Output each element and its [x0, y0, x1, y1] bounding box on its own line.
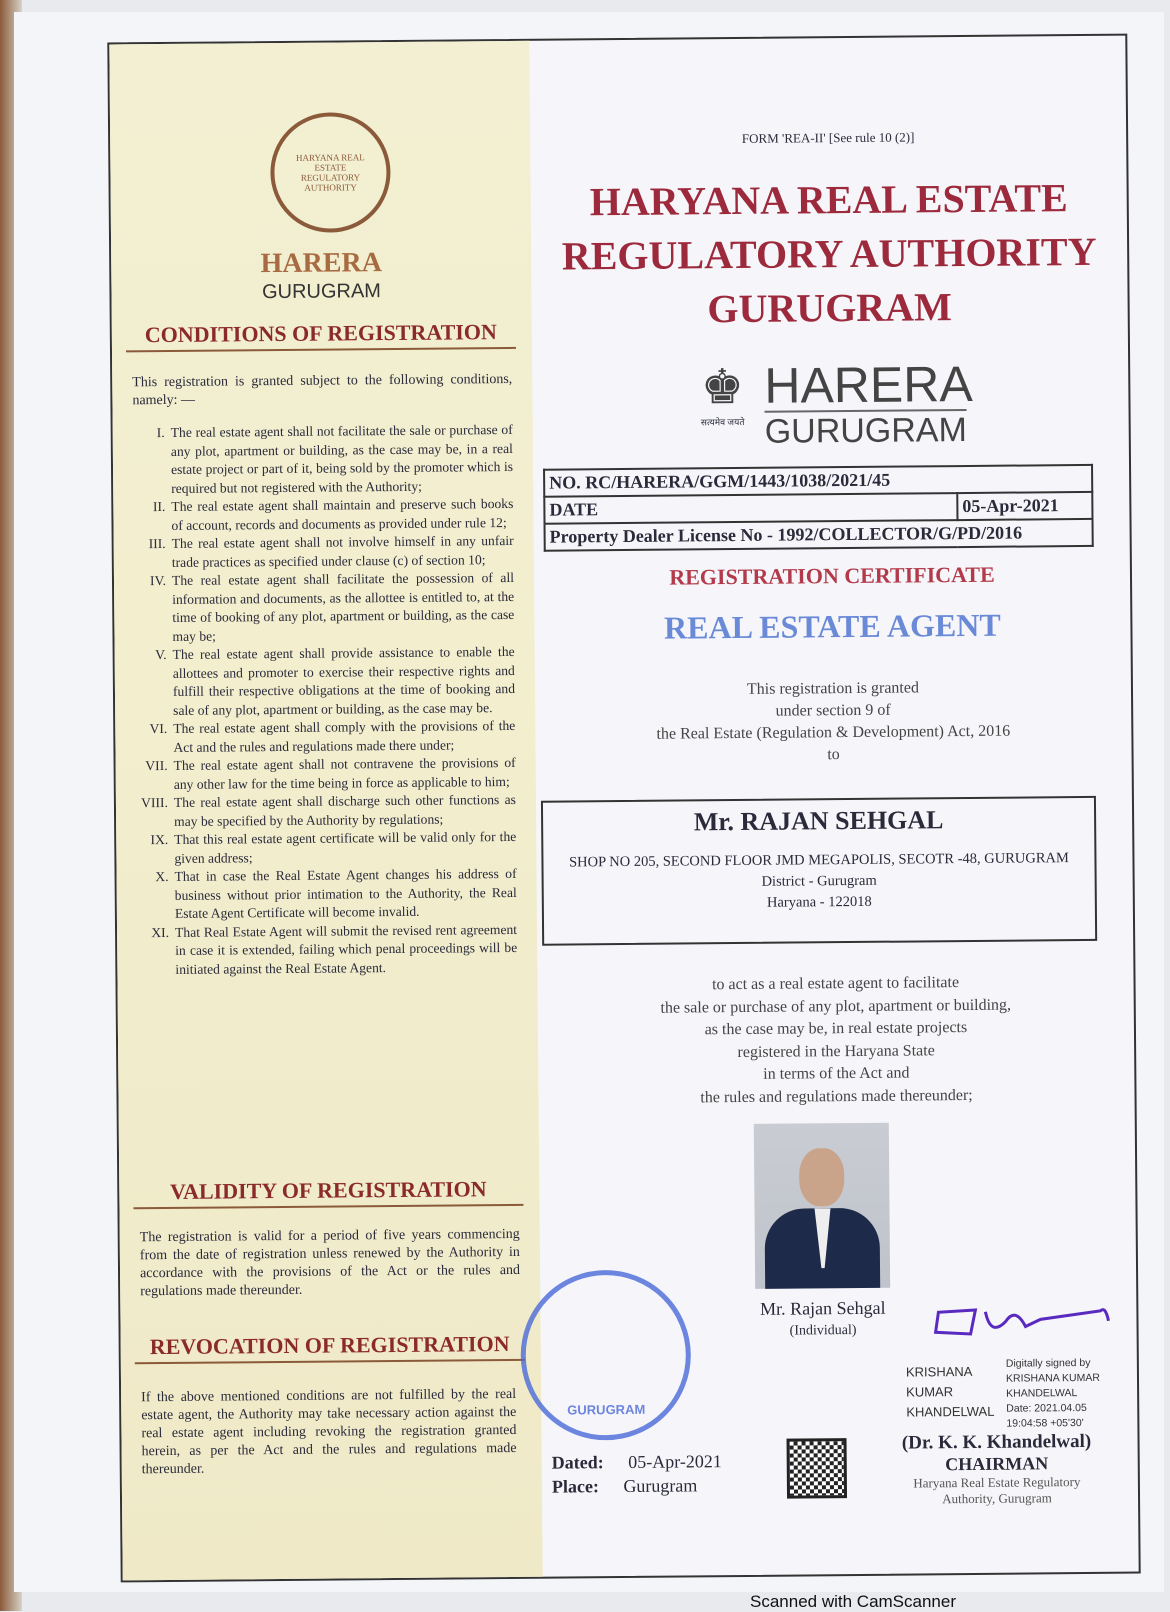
- condition-item: [135, 717, 515, 757]
- condition-number: IX.: [150, 831, 169, 848]
- revocation-title: REVOCATION OF REGISTRATION: [135, 1331, 525, 1364]
- condition-number: IV.: [149, 572, 167, 589]
- date-label: DATE: [544, 493, 957, 524]
- photo-name: Mr. Rajan Sehgal: [760, 1297, 886, 1319]
- conditions-list: [133, 421, 518, 979]
- condition-text: The real estate agent shall facilitate the possession of all information and documents, as the allottee is entitled to, at the time of booking of any plot, apartment or building, as the case may be;: [171, 569, 515, 644]
- digital-sig-line: KHANDELWAL: [1006, 1387, 1078, 1400]
- emblem-motto: सत्यमेव जयते: [700, 416, 745, 428]
- chairman-block: [851, 1431, 1142, 1509]
- grantee-box: [541, 796, 1097, 946]
- signature: [930, 1301, 1110, 1343]
- certificate: [107, 34, 1140, 1583]
- form-reference: FORM 'REA-II' [See rule 10 (2)]: [741, 129, 915, 146]
- authority-seal: [520, 1269, 691, 1440]
- condition-text: The real estate agent shall not contravene the provisions of any other law for the time being in force as applicable to him;: [173, 754, 516, 792]
- certificate-type: REGISTRATION CERTIFICATE: [669, 561, 995, 590]
- condition-item: [133, 495, 513, 535]
- condition-text: The real estate agent shall comply with the provisions of the Act and the rules and regulations made there under;: [173, 717, 516, 755]
- conditions-panel: [109, 41, 542, 1581]
- digital-signature-info: [1006, 1356, 1101, 1432]
- digital-sig-line: 19:04:58 +05'30': [1006, 1417, 1084, 1430]
- address-line: District - Gurugram: [761, 872, 877, 890]
- condition-text: The real estate agent shall not facilitate the sale or purchase of any plot, apartment or building, as the case may be, in a real estate project or part of it, being sold by the promoter which is required but not registered with the Authority;: [170, 421, 514, 496]
- title-line-2: REGULATORY AUTHORITY: [561, 228, 1097, 279]
- grantee-name: Mr. RAJAN SEHGAL: [693, 805, 944, 837]
- condition-number: III.: [148, 535, 166, 552]
- dated-value: 05-Apr-2021: [628, 1451, 722, 1472]
- condition-item: [137, 920, 517, 979]
- license-number: Property Dealer License No - 1992/COLLECTOR/G/PD/2016: [545, 519, 1093, 551]
- granted-line: This registration is granted: [746, 679, 920, 698]
- title-line-1: HARYANA REAL ESTATE: [589, 175, 1068, 225]
- condition-text: The real estate agent shall maintain and preserve such books of account, records and documents as provided under rule 12;: [171, 495, 514, 533]
- certificate-body: [529, 36, 1138, 1577]
- purpose-text: [537, 971, 1134, 1111]
- place-label: Place:: [551, 1476, 599, 1497]
- dated-label: Dated:: [551, 1452, 604, 1473]
- purpose-line: to act as a real estate agent to facilitate: [711, 974, 960, 994]
- condition-item: [136, 828, 516, 868]
- validity-text: The registration is valid for a period of five years commencing from the date of registration unless renewed by the Authority in accordance with the provisions of the Act or the rules and regulations made thereunder.: [139, 1226, 521, 1300]
- qr-code: [787, 1438, 848, 1499]
- condition-item: [137, 865, 517, 924]
- condition-number: V.: [155, 646, 167, 663]
- condition-text: The real estate agent shall not involve himself in any unfair trade practices as specified under clause (c) of section 10;: [171, 532, 514, 570]
- certificate-subject: REAL ESTATE AGENT: [663, 606, 1001, 646]
- condition-number: VI.: [149, 720, 168, 737]
- validity-title: VALIDITY OF REGISTRATION: [133, 1176, 523, 1209]
- authority-line: Haryana Real Estate Regulatory: [913, 1474, 1081, 1491]
- conditions-title: CONDITIONS OF REGISTRATION: [126, 319, 516, 352]
- revocation-text: If the above mentioned conditions are not fulfilled by the real estate agent, the Authority may take necessary action against the real estate agent including revoking the registration granted herein, as per the Act and the rules and regulations made thereunder.: [141, 1386, 517, 1478]
- condition-text: That Real Estate Agent will submit the revised rent agreement in case it is extended, failing which penal proceedings will be initiated against the Real Estate Agent.: [174, 921, 518, 977]
- digital-sig-line: Date: 2021.04.05: [1006, 1401, 1087, 1415]
- granted-text: [535, 676, 1132, 769]
- chairman-title: CHAIRMAN: [945, 1453, 1049, 1475]
- dated-place: [552, 1449, 723, 1498]
- address-line: SHOP NO 205, SECOND FLOOR JMD MEGAPOLIS, SECOTR -48, GURUGRAM: [569, 850, 1069, 871]
- condition-number: X.: [155, 868, 169, 885]
- registration-details-table: [543, 464, 1094, 552]
- signer-line: KHANDELWAL: [906, 1403, 995, 1420]
- conditions-intro: This registration is granted subject to the following conditions, namely: —: [132, 371, 513, 409]
- purpose-line: the sale or purchase of any plot, apartment or building,: [660, 996, 1012, 1017]
- condition-number: II.: [152, 498, 166, 515]
- condition-number: VII.: [145, 757, 168, 774]
- digital-sig-line: Digitally signed by: [1005, 1356, 1091, 1370]
- condition-item: [136, 791, 516, 831]
- condition-text: That in case the Real Estate Agent changes his address of business without prior intimation to the Authority, the Real Estate Agent Certificate will become invalid.: [174, 865, 517, 921]
- scanned-page: [14, 12, 1164, 1592]
- condition-number: I.: [156, 424, 165, 441]
- condition-number: XI.: [151, 924, 170, 940]
- signer-line: KUMAR: [906, 1384, 954, 1400]
- date-value: 05-Apr-2021: [957, 492, 1092, 520]
- condition-item: [134, 532, 514, 572]
- title-line-3: GURUGRAM: [707, 284, 953, 332]
- logo-seal-text: HARYANA REAL ESTATE REGULATORY AUTHORITY: [295, 152, 365, 193]
- condition-text: That this real estate agent certificate will be valid only for the given address;: [174, 828, 517, 866]
- granted-line: under section 9 of: [775, 701, 891, 720]
- condition-number: VIII.: [141, 794, 168, 811]
- place-value: Gurugram: [623, 1475, 698, 1497]
- condition-item: [133, 421, 514, 498]
- purpose-line: the rules and regulations made thereunder;: [700, 1086, 973, 1106]
- registration-number: NO. RC/HARERA/GGM/1443/1038/2021/45: [544, 465, 1092, 497]
- address-line: Haryana - 122018: [766, 893, 872, 911]
- purpose-line: in terms of the Act and: [763, 1064, 910, 1083]
- condition-item: [136, 754, 516, 794]
- harera-logo-city: GURUGRAM: [764, 410, 967, 451]
- harera-emblem-logo: [270, 112, 391, 233]
- condition-item: [134, 569, 515, 646]
- purpose-line: registered in the Haryana State: [737, 1041, 935, 1061]
- signer-name: [906, 1362, 995, 1423]
- digital-sig-line: KRISHANA KUMAR: [1005, 1371, 1100, 1385]
- seal-city: GURUGRAM: [567, 1401, 646, 1418]
- granted-line: to: [827, 746, 840, 764]
- photo-type: (Individual): [789, 1322, 857, 1339]
- signer-line: KRISHANA: [905, 1363, 973, 1380]
- grantee-photo: [754, 1123, 890, 1289]
- logo-name: HARERA: [260, 247, 383, 280]
- purpose-line: as the case may be, in real estate projects: [704, 1019, 968, 1039]
- granted-line: the Real Estate (Regulation & Development) Act, 2016: [656, 722, 1011, 743]
- condition-item: [135, 643, 516, 720]
- condition-text: The real estate agent shall provide assistance to enable the allottees and promoter to exercise their respective rights and fulfill their respective obligations at the time of booking and sale of any plot, apartment or building, as the case may be.: [172, 643, 516, 718]
- harera-logo-name: HARERA: [764, 355, 973, 414]
- grantee-address: [543, 848, 1095, 916]
- condition-text: The real estate agent shall discharge such other functions as may be specified by the Authority by regulations;: [173, 791, 516, 829]
- authority-line-2: Authority, Gurugram: [942, 1490, 1052, 1507]
- chairman-name: (Dr. K. K. Khandelwal): [901, 1430, 1092, 1454]
- scanner-footer: Scanned with CamScanner: [750, 1592, 957, 1611]
- logo-city: GURUGRAM: [261, 280, 382, 304]
- national-emblem-icon: ♚ सत्यमेव जयते: [692, 359, 753, 445]
